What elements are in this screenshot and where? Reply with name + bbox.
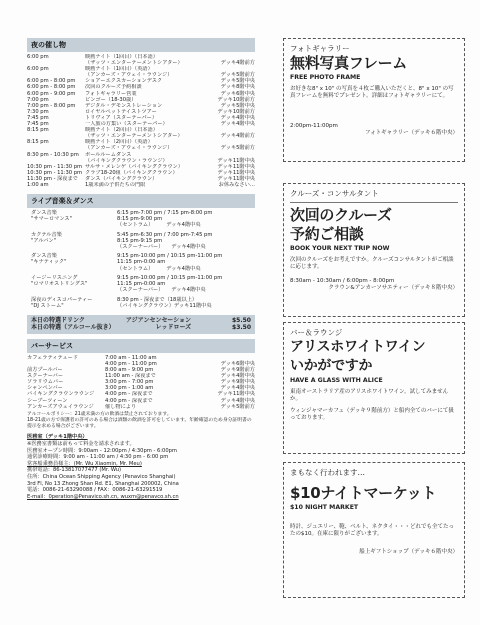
live-time: 5:45 pm-6:30 pm / 7:00 pm-7:45 pm [117, 231, 213, 238]
event-time: 6:00 pm - 9:00 pm [27, 90, 76, 97]
address-line1: 住所：China Ocean Shipping Agency (Penavico Shanghai) [27, 473, 176, 480]
event-location: お休みなさい… [218, 181, 255, 188]
event-time: 6:00 pm - 8:00 pm [27, 84, 76, 91]
event-time: 10:30 pm - 11:30 pm [27, 163, 83, 170]
bar-name: カフェラティテュード [27, 354, 79, 361]
event-location: デッキ4階前方 [220, 133, 255, 140]
event-name: 映画ナイト（2回目）（日本語） [85, 127, 158, 134]
phone: 携帯電話：86-13817077477 (Mr. Wu) [27, 467, 122, 474]
live-act: "DJ ストーム" [31, 302, 64, 309]
night-market-body: 時計、ジュエリー、鞄、ベルト、ネクタイ・・・どれでも全てたったの$10。在庫に限りがございます。 [290, 524, 454, 538]
event-location: デッキ11階中央 [217, 163, 255, 170]
event-time: 11:30 pm - 深夜まで [27, 175, 78, 182]
event-time: 1:00 am [27, 181, 49, 188]
alice-wine-box [283, 322, 465, 454]
bar-name: アンカーズアウェイラウンジ [27, 403, 94, 410]
night-market-place: 船上ギフトショップ（デッキ６階中央） [359, 548, 458, 555]
cruise-consultant-label: クルーズ・コンサルタント [290, 189, 379, 198]
live-act: "ロマリオストリングス" [31, 281, 88, 288]
bar-name: シーブーツィーン [27, 397, 68, 404]
event-location: デッキ4階前方 [220, 60, 255, 67]
live-detail: （バイキングクラウン）デッキ11階中央 [117, 302, 212, 309]
event-name: （ザッツ・エンターテーメントシアター） [85, 60, 183, 67]
alice-en: HAVE A GLASS WITH ALICE [290, 377, 383, 384]
coming-soon-label: まもなく行われます… [290, 468, 365, 477]
event-name: ショアーエクスカーションデスク [85, 78, 163, 85]
bar-hours: 催し物により [105, 403, 137, 410]
event-time: 6:00 pm [27, 66, 49, 73]
cruise-place: クラウン&アンカーソサエティー（デッキ８階中央） [328, 285, 458, 292]
live-group [27, 253, 255, 272]
live-row [27, 303, 255, 309]
night-market-box [283, 462, 465, 598]
drink-specials [27, 315, 255, 334]
bar-hours: 3:00 pm - 1:00 am [105, 385, 154, 392]
event-name: 一人旅の方集い（スターテーパー） [85, 121, 168, 128]
event-time: 8:30 pm - 10:30 pm [27, 151, 79, 158]
email-link[interactable]: E-mail：0peration@Penavico.sh.cn, wuxm@penavco.sh.cn [27, 493, 179, 500]
alcohol-policy: アルコールポリシー：21歳未満の方の飲酒は禁止されております。 [27, 411, 172, 417]
live-time: 9:15 pm-10:00 pm / 10:15 pm-11:00 pm [117, 253, 223, 260]
special-label: 本日の特選（アルコール抜き） [31, 324, 115, 332]
live-act: "キナティック" [31, 259, 67, 266]
consult-hours: 通常診療時間：9:00 am - 11:00 am / 4:30 pm - 6:00 pm [27, 454, 169, 461]
night-market-en: $10 NIGHT MARKET [290, 504, 359, 511]
special-name: アジアンセンセーション [125, 316, 191, 324]
staff-title: 常客船乗務員様主：(Mr. Wu Xiaomin, Mr. Meu) [27, 460, 142, 467]
live-group [27, 297, 255, 309]
live-music-list [27, 210, 255, 309]
live-act [27, 266, 117, 272]
event-name: ロイヤルペットテイストツアー [85, 108, 157, 115]
bar-service-list [27, 355, 255, 410]
divider [290, 202, 458, 203]
event-name: （バイキングクラウン・ラウンジ） [85, 157, 168, 164]
live-act [27, 287, 117, 293]
photo-frame-box [283, 38, 465, 162]
live-genre: 深夜のディスコパーティー [31, 296, 93, 303]
alice-title-line2: いかがですか [290, 358, 373, 374]
live-act [27, 244, 117, 250]
bar-name: バイキングクラウンラウンジ [27, 391, 95, 398]
address-line2: 3rd Fl, No 13 Zhong Shan Rd. E1, Shanghai 200002, China [27, 480, 179, 487]
event-location: デッキ11階中央 [217, 169, 255, 176]
event-name: デジタル・デモンストレーション [85, 102, 163, 109]
special-drink-row [31, 324, 251, 332]
event-name: 次回のクルーズ予約相談 [85, 84, 142, 91]
cruise-booking-box [283, 183, 465, 317]
event-name: トリヴィア（スターテーパー） [85, 114, 158, 121]
live-group [27, 210, 255, 229]
alice-body2: ウィンジャマーカフェ（デッキ９階前方）と船内全てのバーにて扱っております。 [290, 407, 454, 422]
live-genre: ダンス音楽 [31, 253, 57, 260]
cruise-title-line2: 予約ご相談 [290, 225, 364, 243]
live-genre: カクテル音楽 [31, 231, 62, 238]
event-row [27, 182, 255, 188]
special-label: 本日の特選ドリンク [31, 316, 85, 324]
event-location: デッキ10階前方 [217, 108, 255, 115]
tel-fax: 電話：0086-21-63290088 / FAX：0086-21-63291519 [27, 487, 163, 494]
cruise-time: 8:30am - 10:30am / 6:00pm - 8:00pm [290, 277, 395, 284]
bar-hours: 3:00 pm - 7:00 pm [105, 379, 154, 386]
bar-hours: 4:00 pm - 深夜まで [105, 391, 153, 398]
alice-title-line1: アリスホワイトワイン [290, 339, 426, 355]
event-time: 7:30 pm [27, 108, 49, 115]
event-time: 6:00 pm - 8:00 pm [27, 78, 76, 85]
event-location: デッキ8階中央 [220, 84, 255, 91]
special-price: $3.50 [232, 324, 251, 332]
live-row [27, 266, 255, 272]
event-location: デッキ4階中央 [220, 114, 255, 121]
event-location: デッキ11階中央 [217, 157, 255, 164]
event-time: 8:15 pm [27, 127, 49, 134]
event-name: ダンス（バイキングクラウン） [85, 175, 158, 182]
event-location: デッキ6階中央 [220, 90, 255, 97]
live-detail: （セントラム） デッキ4階中央 [117, 222, 201, 229]
age-policy: 18-21歳の方で保護者の許可のある場合は酒類の飲酒を許可をしています。年齢確認のため身分証明書の提示を求める場合がございます。 [27, 417, 252, 430]
photo-frame-time: 2:00pm-11:00pm [290, 122, 338, 129]
live-genre: ダンス音楽 [31, 210, 57, 217]
event-name: 映画ナイト（2回目）（英語） [85, 139, 153, 146]
clinic-note: ※医務室書類は前もって料金を請求されます。 [27, 440, 135, 447]
bar-hours: 4:00 pm - 11:00 pm [105, 361, 157, 367]
live-act [27, 222, 117, 228]
live-detail: 11:15 pm-0:00 am [117, 259, 166, 266]
cruise-body: 次回のクルーズをお考えですか。クルーズコンサルタントがご相談に応じます。 [290, 257, 454, 271]
live-group [27, 232, 255, 251]
bar-hours: 4:00 pm - 深夜まで [105, 397, 153, 404]
bar-location: デッキ4階中央 [220, 397, 255, 404]
night-market-title: $10ナイトマーケット [290, 484, 437, 502]
live-detail: （スクーナーバー） デッキ4階中央 [117, 244, 206, 251]
event-time: 7:45 pm [27, 121, 49, 128]
event-name: サルサ・メレンゲ（バイキングクラウン） [85, 163, 183, 170]
event-location: デッキ5階中央 [220, 102, 255, 109]
bar-name: ソラリウムバー [27, 379, 64, 386]
live-detail: （スクーナーバー） デッキ4階中央 [117, 287, 206, 294]
live-act: "アルバン" [31, 237, 56, 244]
bar-location: デッキ11階中央 [217, 391, 255, 398]
live-time: 8:30 pm - 深夜まで（18歳以上） [117, 296, 198, 303]
bar-location: デッキ5階前方 [220, 403, 255, 410]
event-time: 7:45 pm [27, 114, 49, 121]
event-name: （ザッツ・エンターテーメントシアター） [85, 133, 183, 140]
event-name: 1歳未満の子供たちの門限 [85, 181, 146, 188]
event-time: 8:15 pm [27, 139, 49, 146]
photo-gallery-label: フォトギャラリー [290, 44, 350, 53]
cruise-title-line1: 次回のクルーズ [290, 206, 392, 224]
event-name: （アンカーズ・アウェイ・ラウンジ） [85, 72, 173, 79]
live-detail: 8:15 pm-9:15 pm [117, 237, 163, 244]
bar-row [27, 404, 255, 410]
event-name: クラブ18-20組（バイキングクラウン） [85, 169, 178, 176]
clinic-title: 医務室（デッキ1階中央） [27, 434, 88, 441]
bar-location: デッキ4階中央 [220, 385, 255, 392]
event-name: ビンゴー（18-30歳） [85, 96, 137, 103]
event-location: デッキ10階前方 [217, 96, 255, 103]
live-detail: （セントラム） デッキ4階中央 [117, 265, 201, 272]
bar-location: デッキ4階中央 [220, 373, 255, 380]
bar-location: デッキ9階前方 [220, 367, 255, 374]
nightlife-header: 夜の催し物 [27, 38, 255, 52]
bar-name: スクーナーバー [27, 373, 64, 380]
bar-name: シャンペンバー [27, 385, 63, 392]
clinic-hours: 医務室オープン時間：9:00am - 12:00pm / 4:30pm - 6:00pm [27, 447, 177, 454]
bar-lounge-label: バー＆ラウンジ [290, 328, 343, 337]
photo-frame-place: フォトギャラリー（デッキ６階中央） [364, 130, 458, 137]
live-row [27, 244, 255, 250]
event-name: フォトギャラリー営業 [85, 90, 137, 97]
event-location: デッキ11階中央 [217, 175, 255, 182]
event-time: 10:30 pm - 11:30 pm [27, 169, 83, 176]
schedule-column [27, 38, 255, 500]
live-detail: 11:15 pm-0:00 am [117, 281, 166, 288]
cruise-en: BOOK YOUR NEXT TRIP NOW [290, 245, 390, 252]
event-location: デッキ5階中央 [220, 78, 255, 85]
live-group [27, 275, 255, 294]
live-genre: イージーリスニング [31, 274, 78, 281]
alice-body1: 東南オーストラリア産のアリスホワイトワイン。試してみませんか。 [290, 389, 449, 403]
bar-location: デッキ9階中央 [220, 379, 255, 386]
live-row [27, 222, 255, 228]
live-time: 6:15 pm-7:00 pm / 7:15 pm-8:00 pm [117, 210, 213, 217]
live-row [27, 287, 255, 293]
live-act: "サマーロマンス" [31, 216, 72, 223]
event-name: 映画ナイト（1回目）（日本語） [85, 54, 158, 60]
live-detail: 8:15 pm-9:00 pm [117, 216, 163, 223]
live-time: 9:15 pm-10:00 pm / 10:15 pm-11:00 pm [117, 274, 223, 281]
special-name: レッドローズ [155, 324, 192, 332]
live-music-header: ライブ音楽＆ダンス [27, 194, 255, 208]
nightlife-list [27, 54, 255, 188]
bar-location: デッキ6階中央 [220, 361, 255, 367]
bar-hours: 8:00 am - 9:00 pm [105, 367, 154, 374]
bar-name: 前方プールバー [27, 367, 63, 374]
photo-frame-body: お好きな8" x 10" の写真を４枚ご購入いただくと、8" x 10" の写真フレームを無料でプレゼント。詳細はフォトギャラリーにて。 [290, 86, 454, 100]
special-price: $5.50 [232, 316, 251, 324]
event-name: ボールルームダンス [85, 151, 132, 158]
event-location: デッキ4階中央 [220, 121, 255, 128]
event-name: 映画ナイト（1回目）（英語） [85, 66, 153, 73]
contact-info [27, 434, 255, 500]
event-time: 7:00 pm - 8:00 pm [27, 102, 76, 109]
bar-service-header: バーサービス [27, 339, 255, 353]
bar-hours: 7:00 am - 11:00 am [105, 354, 157, 361]
event-location: デッキ5階前方 [220, 145, 255, 152]
event-location: デッキ5階前方 [220, 72, 255, 79]
bar-hours: 11:00 am - 深夜まで [105, 373, 156, 380]
event-name: （アンカーズ・アウェイ・ラウンジ） [85, 145, 173, 152]
photo-frame-en: FREE PHOTO FRAME [290, 74, 361, 81]
event-time: 6:00 pm [27, 54, 49, 60]
photo-frame-title: 無料写真フレーム [290, 54, 408, 72]
event-time: 7:00 pm [27, 96, 49, 103]
